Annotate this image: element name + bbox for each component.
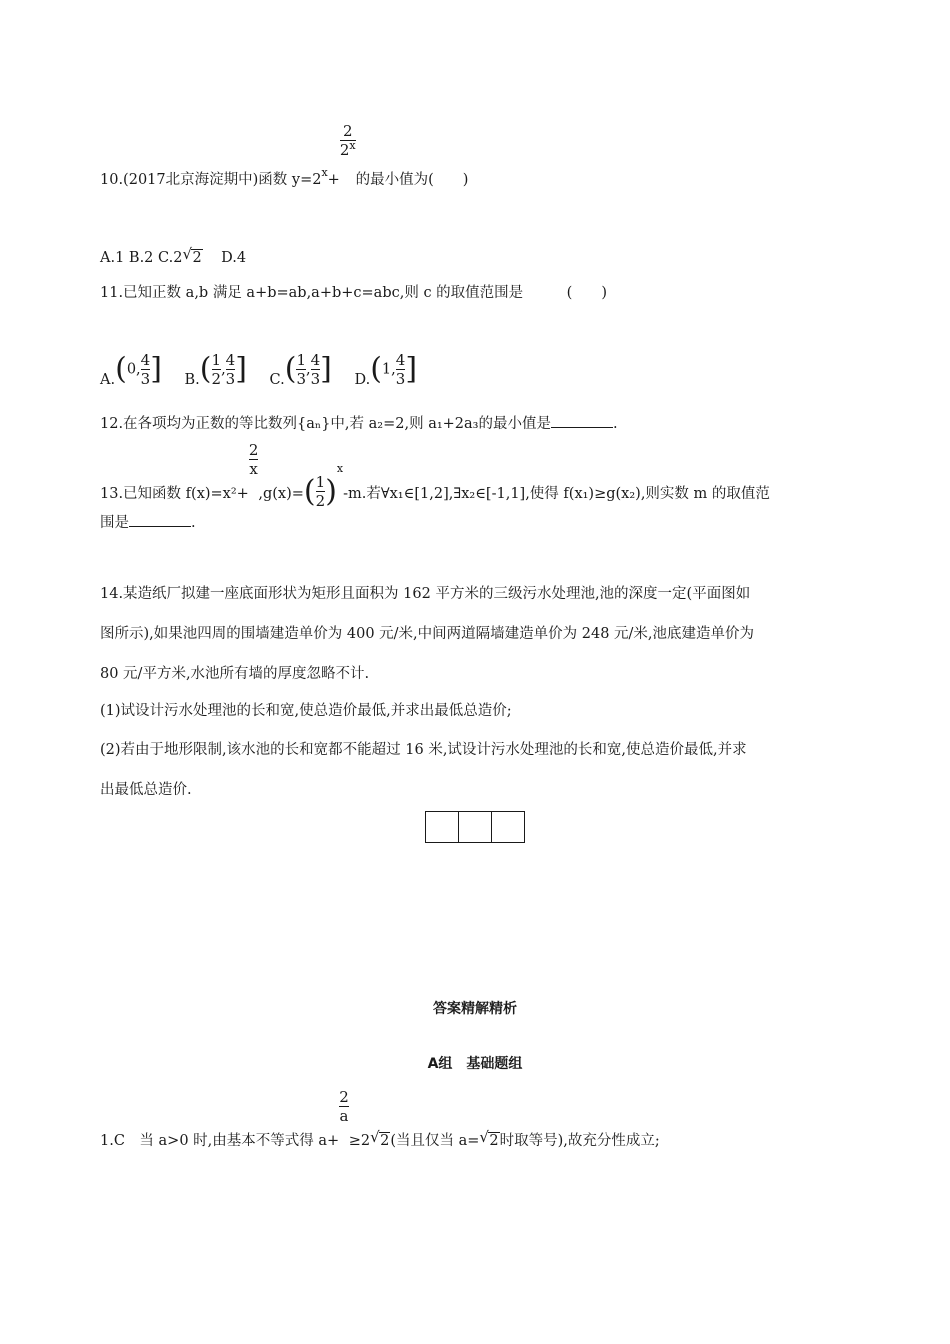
question-13: 13.已知函数 f(x)=x²+ $\frac{2}{x}$ ,g(x)=( $\frac{1}{2}$ )$_x-m$.若∀x₁∈[1,2],∃x₂∈[-1,1],使得 f(x₁)≥g(x₂),则实数 m 的取值范	[100, 441, 770, 510]
q14-line-1: 14.某造纸厂拟建一座底面形状为矩形且面积为 162 平方米的三级污水处理池,池的深度一定(平面图如	[100, 586, 751, 602]
q10-stem-pre: 10.(2017北京海淀期中)函数 y=2	[100, 171, 322, 188]
q12-answer-blank[interactable]	[551, 413, 613, 428]
pool-diagram	[425, 811, 525, 843]
q10-option-a: A.1	[100, 250, 125, 266]
q11-options	[100, 352, 435, 396]
q11-option-c: C.( $\frac{1}{3}$ , $\frac{4}{3}$ ]	[269, 351, 332, 388]
answer-1-sqrt-1: √ 2	[370, 1127, 390, 1149]
q10-plus: +	[327, 171, 340, 188]
q10-frac-den: 2	[339, 141, 350, 159]
q10-fraction	[340, 123, 356, 160]
q14-line-2: 图所示),如果池四周的围墙建造单价为 400 元/米,中间两道隔墙建造单价为 248 元/米,池底建造单价为	[100, 626, 755, 642]
q13-fraction-1: $\frac{2}{x}$	[248, 441, 259, 478]
answer-1-fraction: $\frac{2}{a}$	[339, 1088, 349, 1125]
q13-answer-blank[interactable]	[129, 512, 191, 527]
pool-cell	[492, 812, 524, 842]
q14-line-3: 80 元/平方米,水池所有墙的厚度忽略不计.	[100, 666, 370, 682]
answers-title: 答案精解精析	[433, 1001, 517, 1017]
pool-cell	[459, 812, 492, 842]
q14-line-5: (2)若由于地形限制,该水池的长和宽都不能超过 16 米,试设计污水处理池的长和宽,使总造价最低,并求	[100, 742, 747, 758]
q10-frac-num: 2	[342, 122, 353, 140]
answer-1: 1.C 当 a>0 时,由基本不等式得 a+ $\frac{2}{a}$ ≥2 √ 2(当且仅当 a= √ 2时取等号),故充分性成立;	[100, 1088, 660, 1149]
q14-line-6: 出最低总造价.	[100, 782, 192, 798]
q10-option-b: B.2	[128, 250, 154, 266]
q14-line-4: (1)试设计污水处理池的长和宽,使总造价最低,并求出最低总造价;	[100, 703, 512, 719]
q10-stem-post: 的最小值为( )	[355, 171, 469, 188]
question-12: 12.在各项均为正数的等比数列{aₙ}中,若 a₂=2,则 a₁+2a₃的最小值是 .	[100, 413, 618, 434]
q11-option-d: D.(1, $\frac{4}{3}$ ]	[354, 351, 418, 388]
question-11: 11.已知正数 a,b 满足 a+b=ab,a+b+c=abc,则 c 的取值范围是 ( )	[100, 285, 607, 301]
q10-exp: x	[321, 165, 328, 179]
q13-line-2: 围是 .	[100, 512, 196, 533]
q13-base: ( $\frac{1}{2}$ )	[303, 473, 337, 510]
q10-option-d: D.4	[221, 250, 247, 266]
q10-options	[100, 245, 247, 268]
answers-group-title: A组 基础题组	[427, 1056, 523, 1072]
q10-frac-den-exp: x	[349, 139, 356, 152]
q10-option-c: C.2 √ 2	[158, 245, 202, 266]
pool-cell	[426, 812, 459, 842]
question-10	[100, 122, 469, 188]
answer-1-sqrt-2: √ 2	[479, 1127, 499, 1149]
q11-option-a: A.(0, $\frac{4}{3}$ ]	[100, 351, 162, 388]
q11-option-b: B.( $\frac{1}{2}$ , $\frac{4}{3}$ ]	[184, 351, 247, 388]
